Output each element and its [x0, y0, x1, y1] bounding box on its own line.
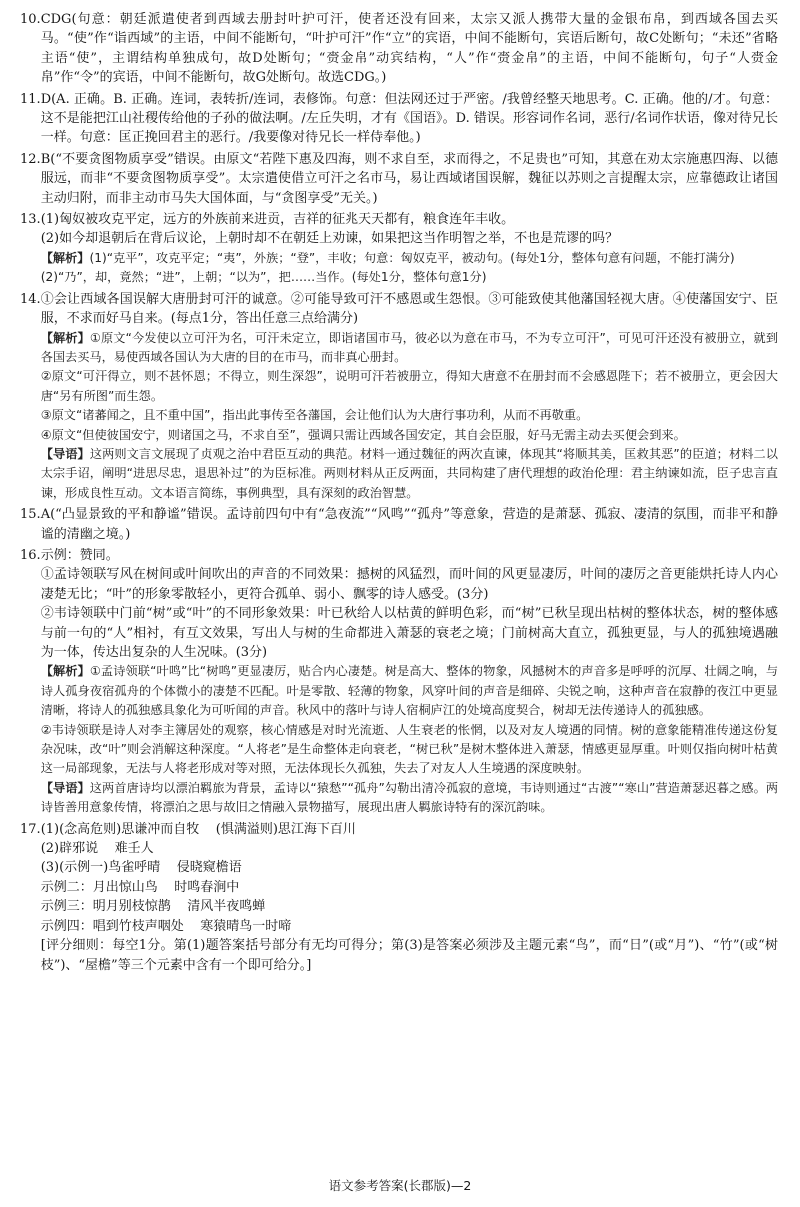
question-11	[20, 90, 778, 148]
answer-text: 示例：赞同。	[40, 547, 119, 563]
question-number: 14.	[20, 291, 41, 307]
question-number: 15.	[20, 507, 41, 523]
answer-part: (2)辟邪说	[40, 841, 99, 857]
answer-row	[41, 820, 778, 839]
answer-part: 清风半夜鸣蝉	[187, 899, 266, 915]
answer-text: A(“凸显景致的平和静谧”错误。孟诗前四句中有“急夜流”“风鸣”“孤舟”等意象，营造的是萧瑟、孤寂、凄清的氛围，而非平和静谧的清幽之境。)	[40, 507, 778, 542]
question-12	[20, 150, 778, 208]
question-17	[20, 820, 778, 975]
answer-row	[41, 858, 778, 877]
guide-block	[41, 779, 778, 818]
question-number: 11.	[20, 91, 41, 107]
answer-text: (1)匈奴被攻克平定，远方的外族前来进贡，吉祥的征兆天天都有，粮食连年丰收。	[40, 212, 515, 228]
answer-text: ①孟诗领联写风在树间或叶间吹出的声音的不同效果：撼树的风猛烈，而叶间的风更显凄厉，叶间的凄厉之音更能烘托诗人内心凄楚无比；“叶”的形象零散轻小，更符合孤单、弱小、飘零的诗人感受。(3分)	[40, 567, 778, 602]
analysis-text: (1)“克平”，攻克平定；“夷”，外族；“登”，丰收；句意：匈奴克平，被动句。(每处1分，整体句意有问题，不能打满分)	[89, 250, 735, 265]
guide-text: 这两则文言文展现了贞观之治中君臣互动的典范。材料一通过魏征的两次直谏，体现其“将顺其美，匡救其恶”的臣道；材料二以太宗手诏，阐明“进思尽忠，退思补过”的为臣标准。两则材料从正反两面，共同构建了唐代理想的政治伦理：君主纳谏如流，臣子忠言直谏，形成良性互动。文本语言简练，事例典型，具有深刻的政治智慧。	[40, 446, 778, 500]
answer-part: (3)(示例一)鸟雀呼晴	[40, 860, 161, 876]
analysis-text: (2)“乃”，却，竟然；“进”，上朝；“以为”，把……当作。(每处1分，整体句意1分)	[40, 270, 487, 285]
analysis-text: ②原文“可汗得立，则不甚怀恩；不得立，则生深怨”，说明可汗若被册立，得知大唐意不在册封而不会感恩陛下；若不被册立，更会因大唐“另有所图”而生怨。	[40, 369, 778, 403]
guide-tag: 【导语】	[40, 780, 90, 795]
answer-part: 示例四：唱到竹枝声咽处	[40, 918, 184, 934]
answer-row	[41, 917, 778, 936]
analysis-text: ②韦诗领联是诗人对李主簿居处的观察，核心情感是对时光流逝、人生衰老的怅惘，以及对友人境遇的同情。树的意象能精准传递这份复杂况味，改“叶”则会消解这种深度。“人将老”是生命整体走向衰老，“树已秋”是树木整体进入萧瑟，情感更显厚重。叶则仅指向树叶枯黄这一局部现象，无法与人将老形成对等对照，无法体现长久孤独，失去了对友人人生境遇的深度映射。	[40, 722, 778, 776]
guide-tag: 【导语】	[40, 446, 90, 461]
question-number: 13.	[20, 212, 41, 228]
question-16	[20, 546, 778, 818]
question-number: 16.	[20, 547, 41, 563]
answer-text: D(A. 正确。B. 正确。连词，表转折/连词，表修饰。句意：但法网还过于严密。/我曾经整天地思考。C. 正确。他的/才。句意：这不是能把江山社稷传给他的子孙的做法啊。/左丘失明，才有《国语》。D. 错误。形容词作名词，恶行/名词作状语，像对待兄长一样。句意：匡正挽回君主的恶行。/我要像对待兄长一样侍奉他。)	[40, 91, 778, 146]
answer-part: 难壬人	[114, 841, 154, 857]
question-13	[20, 210, 778, 288]
analysis-tag: 【解析】	[40, 250, 90, 265]
answer-row	[41, 897, 778, 916]
question-number: 10.	[20, 12, 41, 27]
answer-part: 时鸣春涧中	[174, 879, 240, 895]
page-footer: 语文参考答案(长郡版)—2	[328, 1178, 472, 1193]
question-14	[20, 290, 778, 503]
answer-text: CDG(句意：朝廷派遣使者到西域去册封叶护可汗，使者还没有回来，太宗又派人携带大量的金银布帛，到西域各国去买马。“使”作“诣西域”的主语，中间不能断句，“叶护可汗”作“立”的宾语，中间不能断句，宾语后断句，故C处断句；“未还”省略主语“使”，主谓结构单独成句，故D处断句；“赍金帛”动宾结构，“人”作“赍金帛”的主语，中间不能断句，句子“人赍金帛”作“令”的宾语，中间不能断句，故G处断句。故选CDG。)	[40, 12, 778, 86]
answer-part: 寒猿晴鸟一时啼	[200, 918, 292, 934]
answer-part: (惧满溢则)思江海下百川	[215, 821, 356, 837]
answer-text: ②韦诗领联中门前“树”或“叶”的不同形象效果：叶已秋给人以枯黄的鲜明色彩，而“树”已秋呈现出枯树的整体状态，树的整体感与前一句的“人”相衬，有互文效果，写出人与树的生命都进入萧瑟的衰老之境；门前树高大直立，孤独更显，与人的孤独境遇融为一体，传达出复杂的人生况味。(3分)	[40, 606, 778, 660]
answer-part: 示例三：明月别枝惊鹊	[40, 899, 171, 915]
analysis-block	[41, 329, 778, 368]
answer-part: 示例二：月出惊山鸟	[40, 879, 158, 895]
analysis-block	[41, 662, 778, 720]
answer-text: ①会让西域各国误解大唐册封可汗的诚意。②可能导致可汗不感恩或生怨恨。③可能致使其他藩国轻视大唐。④使藩国安宁、臣服，不求而好马自来。(每点1分，答出任意三点给满分)	[40, 291, 778, 327]
analysis-tag: 【解析】	[40, 330, 90, 345]
analysis-text: ④原文“但使彼国安宁，则诸国之马，不求自至”，强调只需让西域各国安定，其自会臣服，好马无需主动去买便会到来。	[40, 427, 686, 442]
question-10	[20, 10, 778, 88]
answer-row	[41, 839, 778, 858]
guide-block	[41, 445, 778, 503]
analysis-block	[41, 249, 778, 268]
guide-text: 这两首唐诗均以漂泊羁旅为背景，孟诗以“猿愁”“孤舟”勾勒出清冷孤寂的意境，韦诗则通过“古渡”“寒山”营造萧瑟迟暮之感。两诗皆善用意象传情，将漂泊之思与故旧之情融入景物描写，展现出唐人羁旅诗特有的深沉韵味。	[40, 780, 779, 815]
analysis-text: ①原文“今发使以立可汗为名，可汗未定立，即诣诸国市马，彼必以为意在市马，不为专立可汗”，可见可汗还没有被册立，就到各国去买马，易使西域各国认为大唐的目的在市马，而非真心册封。	[40, 330, 779, 364]
answer-text: (2)如今却退朝后在背后议论，上朝时却不在朝廷上劝谏，如果把这当作明智之举，不也是荒谬的吗？	[40, 231, 619, 247]
answer-text: B(“不要贪图物质享受”错误。由原文“若陛下惠及四海，则不求自至，求而得之，不足贵也”可知，其意在劝太宗施惠四海、以德服远，而非“不要贪图物质享受”。太宗遣使借立可汗之名市马，易让西域诸国误解，魏征以苏则之言提醒太宗，应靠德政让诸国主动归附，而非主动市马失大国体面，与“贪图享受”无关。)	[40, 151, 778, 206]
answer-row	[41, 878, 778, 897]
question-number: 12.	[20, 151, 41, 167]
answer-part: 侵晓窥檐语	[176, 860, 242, 876]
answer-part: (1)(念高危则)思谦冲而自牧	[40, 821, 200, 837]
analysis-text: ③原文“诸蕃闻之，且不重中国”，指出此事传至各藩国，会让他们认为大唐行事功利，从而不再敬重。	[40, 408, 589, 423]
scoring-note: [评分细则：每空1分。第(1)题答案括号部分有无均可得分；第(3)是答案必须涉及主题元素“鸟”，而“日”(或“月”)、“竹”(或“树枝”)、“屋檐”等三个元素中含有一个即可给分。]	[40, 938, 778, 973]
analysis-tag: 【解析】	[40, 664, 90, 679]
question-15	[20, 505, 778, 544]
analysis-text: ①孟诗领联“叶鸣”比“树鸣”更显凄厉，贴合内心凄楚。树是高大、整体的物象，风撼树木的声音多是呼呼的沉厚、壮阔之响，与诗人孤身夜宿孤舟的个体微小的凄楚不匹配。叶是零散、轻薄的物象，风穿叶间的声音是细碎、尖锐之响，这种声音在寂静的夜江中更显清晰，将诗人的孤独感具象化为可听闻的声音。秋风中的落叶与诗人宿桐庐江的处境高度契合，树却无法传递诗人的孤独感。	[40, 664, 779, 718]
question-number: 17.	[20, 821, 41, 837]
